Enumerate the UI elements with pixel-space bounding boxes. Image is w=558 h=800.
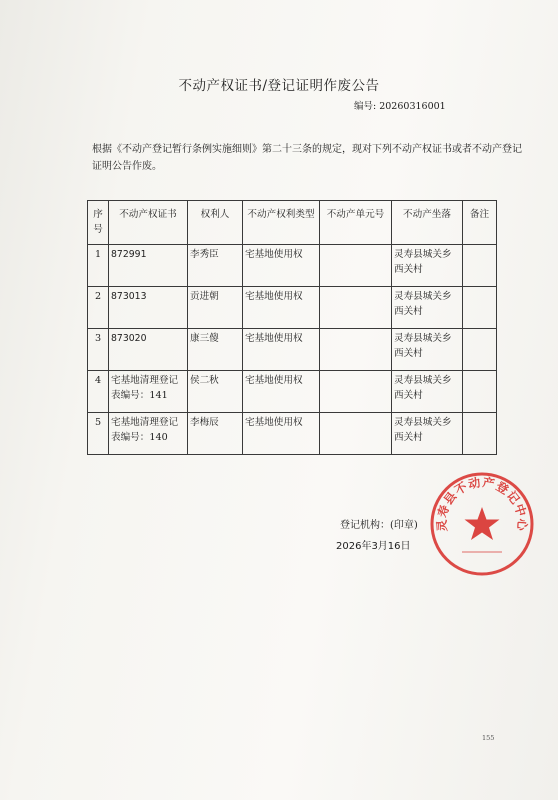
- certificate-table: [87, 200, 497, 455]
- header-right-type: 不动产权利类型: [243, 201, 320, 245]
- cell-owner: 康三傻: [188, 329, 243, 371]
- cell-location: 灵寿县城关乡西关村: [392, 245, 463, 287]
- registration-agency: 登记机构：(印章): [340, 520, 418, 531]
- cell-owner: 李秀臣: [188, 245, 243, 287]
- cell-cert: 宅基地清理登记表编号：140: [109, 413, 188, 455]
- cell-note: [463, 329, 497, 371]
- cell-unit-no: [320, 245, 392, 287]
- notice-date: 2026年3月16日: [336, 541, 411, 552]
- cell-seq: 5: [88, 413, 109, 455]
- cell-seq: 3: [88, 329, 109, 371]
- header-cert: 不动产权证书: [109, 201, 188, 245]
- seal-text: 灵寿县不动产登记中心: [434, 475, 530, 533]
- official-seal-stamp: [428, 470, 536, 578]
- cell-location: 灵寿县城关乡西关村: [392, 329, 463, 371]
- cell-seq: 2: [88, 287, 109, 329]
- table-row: [88, 287, 497, 329]
- cell-unit-no: [320, 371, 392, 413]
- table-row: [88, 413, 497, 455]
- cell-unit-no: [320, 287, 392, 329]
- table-header-row: [88, 201, 497, 245]
- table-row: [88, 329, 497, 371]
- table-row: [88, 245, 497, 287]
- cell-cert: 873020: [109, 329, 188, 371]
- cell-cert: 宅基地清理登记表编号：141: [109, 371, 188, 413]
- cell-right-type: 宅基地使用权: [243, 245, 320, 287]
- header-note: 备注: [463, 201, 497, 245]
- cell-cert: 873013: [109, 287, 188, 329]
- cell-seq: 4: [88, 371, 109, 413]
- table-row: [88, 371, 497, 413]
- header-unit-no: 不动产单元号: [320, 201, 392, 245]
- cell-owner: 李梅辰: [188, 413, 243, 455]
- serial-number: 编号: 20260316001: [354, 101, 446, 112]
- cell-note: [463, 413, 497, 455]
- cell-location: 灵寿县城关乡西关村: [392, 287, 463, 329]
- cell-location: 灵寿县城关乡西关村: [392, 371, 463, 413]
- cell-unit-no: [320, 413, 392, 455]
- cell-right-type: 宅基地使用权: [243, 413, 320, 455]
- cell-seq: 1: [88, 245, 109, 287]
- cell-unit-no: [320, 329, 392, 371]
- cell-owner: 侯二秋: [188, 371, 243, 413]
- cell-location: 灵寿县城关乡西关村: [392, 413, 463, 455]
- header-seq: 序号: [88, 201, 109, 245]
- header-location: 不动产坐落: [392, 201, 463, 245]
- cell-note: [463, 245, 497, 287]
- page-number: 155: [482, 734, 495, 742]
- header-owner: 权利人: [188, 201, 243, 245]
- cell-right-type: 宅基地使用权: [243, 287, 320, 329]
- document-title: 不动产权证书/登记证明作废公告: [178, 78, 380, 94]
- cell-note: [463, 371, 497, 413]
- cell-cert: 872991: [109, 245, 188, 287]
- cell-owner: 贡进朝: [188, 287, 243, 329]
- notice-body: 根据《不动产登记暂行条例实施细则》第二十三条的规定，现对下列不动产权证书或者不动产登记 证明公告作废。: [92, 144, 522, 172]
- star-icon: [465, 507, 500, 540]
- cell-note: [463, 287, 497, 329]
- cell-right-type: 宅基地使用权: [243, 329, 320, 371]
- cell-right-type: 宅基地使用权: [243, 371, 320, 413]
